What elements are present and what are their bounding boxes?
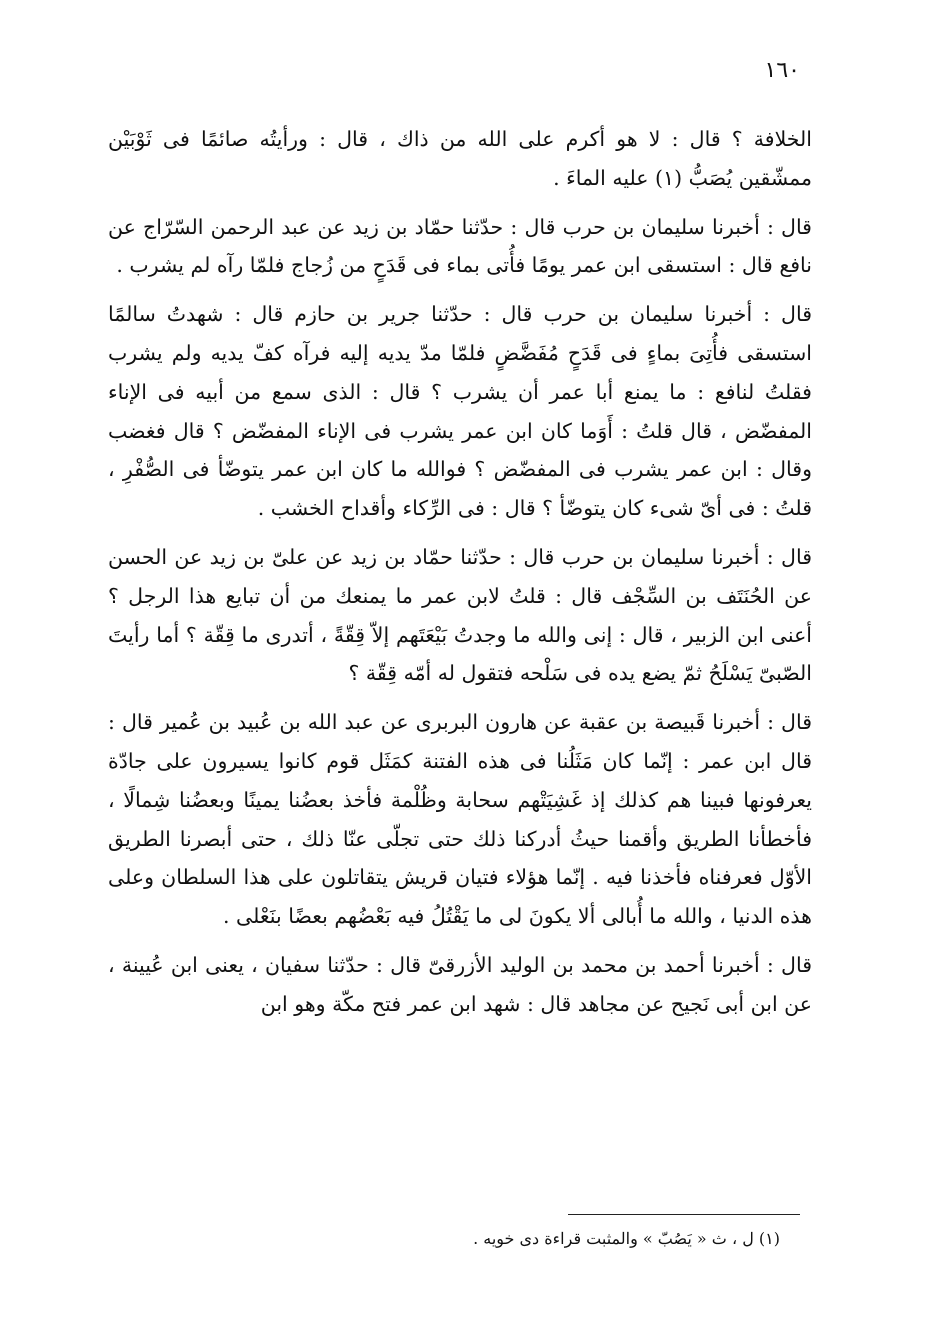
paragraph-1: الخلافة ؟ قال : لا هو أكرم على الله من ذاك ، قال : ورأيتُه صائمًا فى ثَوْبَيْن ممشّقين يُصَبُّ (١) عليه الماءَ . [108,127,812,190]
paragraph-6: قال : أخبرنا أحمد بن محمد بن الوليد الأزرقىّ قال : حدّثنا سفيان ، يعنى ابن عُيينة ، عن ابن أبى نَجيح عن مجاهد قال : شهد ابن عمر فتح مكّة وهو ابن [108,952,812,1016]
footnote-divider [568,1214,800,1215]
paragraph-5: قال : أخبرنا قَبيصة بن عقبة عن هارون البربرى عن عبد الله بن عُبيد بن عُمير قال : قال ابن عمر : إنّما كان مَثَلُنا فى هذه الفتنة كمَثَل قوم كانوا يسيرون على جادّة يعرفونها فبينا هم كذلك إذ غَشِيَتْهم سحابة وظُلْمة فأخذ بعضُنا يمينًا وبعضُنا شِمالًا ، فأخطأنا الطريق وأقمنا حيثُ أدركنا ذلك حتى تجلّى عنّا ذلك ، حتى أبصرنا الطريق الأوّل فعرفناه فأخذنا فيه . إنّما هؤلاء فتيان قريش يتقاتلون على هذا السلطان وعلى هذه الدنيا ، والله ما أُبالى ألا يكونَ لى ما يَقْتُلُ فيه بَعْضُهم بعضًا بنَعْلى . [108,710,812,929]
paragraph-4: قال : أخبرنا سليمان بن حرب قال : حدّثنا حمّاد بن زيد عن علىّ بن زيد عن الحسن عن الحُنَتَف بن السِّجْف قال : قلتُ لابن عمر ما يمنعك من أن تبايع هذا الرجل ؟ أعنى ابن الزبير ، قال : إنى والله ما وجدتُ بَيْعَتَهم إلاّ قِقّةً ، أتدرى ما قِقّة ؟ أما رأيتَ الصّبىّ يَسْلَحُ ثمّ يضع يده فى سَلْحه فتقول له أمّه قِقّة ؟ [108,544,812,686]
page-number: ١٦٠ [764,58,800,83]
footnote: (١) ل ، ث « يَصُبّ » والمثبت قراءة دى خويه . [473,1229,780,1248]
main-text [108,120,812,1024]
paragraph-3: قال : أخبرنا سليمان بن حرب قال : حدّثنا جرير بن حازم قال : شهدتُ سالمًا استسقى فأُتِىَ بماءٍ فى قَدَحٍ مُفَضَّضٍ فلمّا مدّ يديه إليه فرآه كفّ يديه ولم يشرب فقلتُ لنافع : ما يمنع أبا عمر أن يشرب ؟ قال : الذى سمع من أبيه فى الإناء المفضّض ، قال قلتُ : أَوَما كان ابن عمر يشرب فى الإناء المفضّض ؟ قال فغضب وقال : ابن عمر يشرب فى المفضّض ؟ فوالله ما كان ابن عمر يتوضّأ فى الصُّفْرِ ، قلتُ : فى أىّ شىء كان يتوضّأ ؟ قال : فى الرِّكاء وأقداح الخشب . [108,302,812,521]
paragraph-2: قال : أخبرنا سليمان بن حرب قال : حدّثنا حمّاد بن زيد عن عبد الرحمن السّرّاج عن نافع قال : استسقى ابن عمر يومًا فأُتى بماء فى قَدَحٍ من زُجاج فلمّا رآه لم يشرب . [108,214,812,278]
